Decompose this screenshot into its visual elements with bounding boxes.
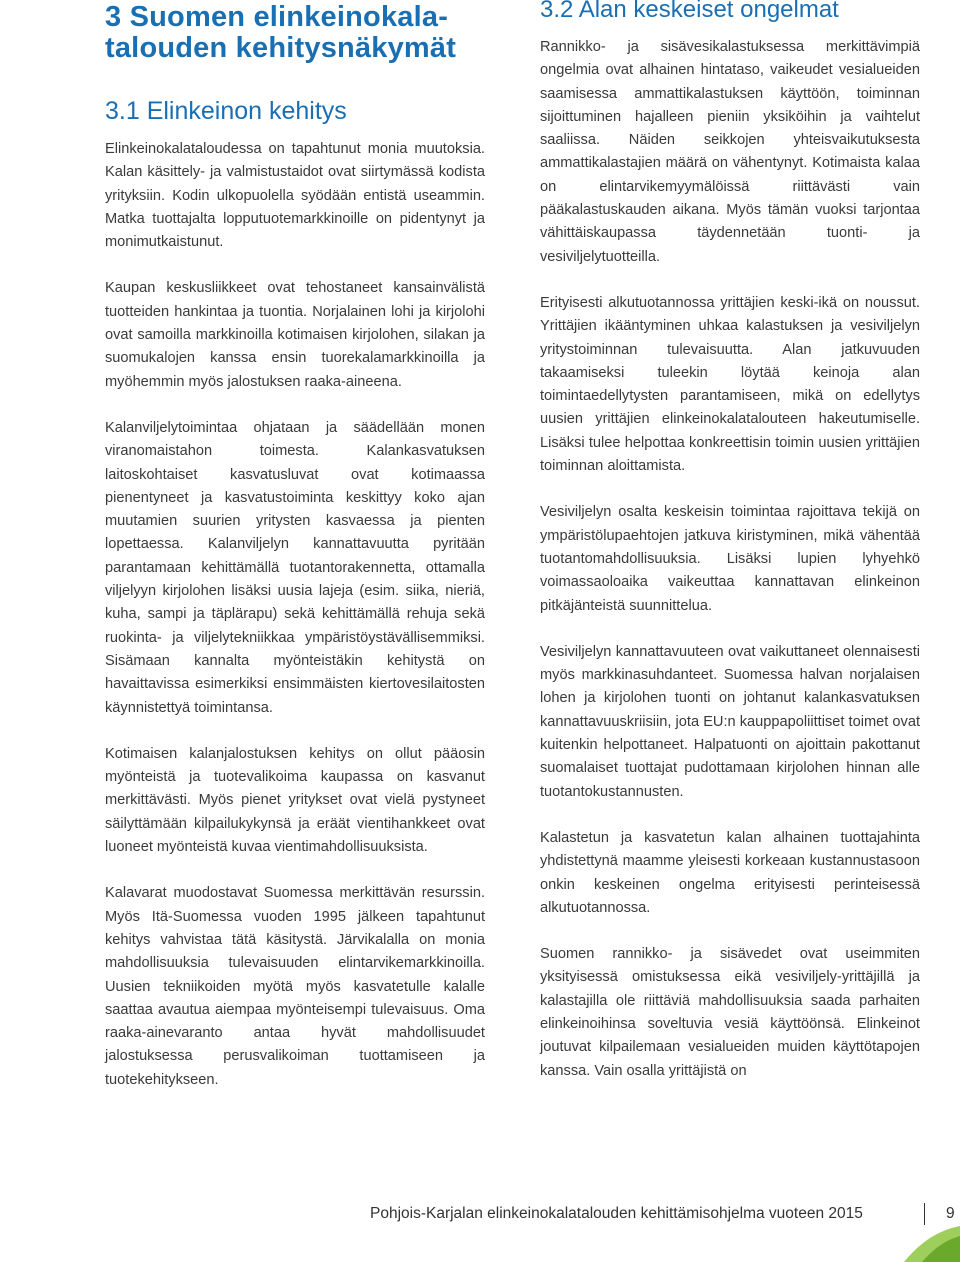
footer-title: Pohjois-Karjalan elinkeinokalatalouden kehittämisohjelma vuoteen 2015 [370,1205,863,1222]
section-title-3-1: 3.1 Elinkeinon kehitys [105,97,347,125]
right-paragraph: Rannikko- ja sisävesikalastuksessa merkittävimpiä ongelmia ovat alhainen hintataso, vaikeudet vesialueiden saamisessa ammattikalastuksen käyttöön, toiminnan sijoittuminen hajalleen pieniin yksiköihin ja vaihtelut saaliissa. Näiden seikkojen yhteisvaikutuksesta ammattikalastajien määrä on vähentynyt. Kotimaista kalaa on elintarvikemyymälöissä riittävästi vain pääkalastuskauden aikana. Myös tämän vuoksi tarjontaa vähittäiskaupassa täydennetään tuonti- ja vesiviljelytuotteilla. [540,39,920,265]
left-paragraph: Kalanviljelytoimintaa ohjataan ja säädellään monen viranomaistahon toimesta. Kalankasvatuksen laitoskohtaiset kasvatusluvat ovat kotimaassa pienentyneet ja kasvatustoiminta keskittyy koko ajan muutamien suurien yritysten kasvaessa ja pienten lopettaessa. Kalanviljelyn kannattavuutta pyritään parantamaan kehittämällä tuotantorakennetta, ottamalla viljelyyn kirjolohen lisäksi uusia lajeja (esim. siika, nieriä, kuha, sampi ja täplärapu) sekä kehittämällä rehuja sekä ruokinta- ja viljelytekniikkaa ympäristöystävällisemmiksi. Sisämaan kannalta myönteistäkin kehitystä on havaittavissa esimerkiksi ensimmäisten kiertovesilaitosten käynnistettyä toimintansa. [105,419,485,716]
right-paragraph: Erityisesti alkutuotannossa yrittäjien keski-ikä on noussut. Yrittäjien ikääntyminen uhkaa kalastuksen ja vesiviljelyn yritystoiminnan tulevaisuutta. Alan jatkuvuuden takaamiseksi tuleekin löytää keinoja alan toimintaedellytysten parantamiseen, mikä on edellytys uusien yrittäjien elinkeinokalatalouteen hakeutumiselle. Lisäksi tulee helpottaa konkreettisin toimin uusien yrittäjien toiminnan aloittamista. [540,294,920,475]
chapter-title: 3 Suomen elinkeinokalatalouden kehitysnäkymät [105,1,457,64]
left-column [105,0,485,1115]
section-title-3-2: 3.2 Alan keskeiset ongelmat [540,0,839,23]
page-number: 9 [946,1205,955,1222]
right-paragraph: Vesiviljelyn kannattavuuteen ovat vaikuttaneet olennaisesti myös markkinasuhdanteet. Suomessa halvan norjalaisen lohen ja kirjolohen tuonti on johtanut kalankasvatuksen kannattavuuskriisiin, jota EU:n kauppapoliittiset toimet ovat kuitenkin helpottaneet. Halpatuonti on ajoittain pakottanut suomalaiset tuottajat pudottamaan kirjolohen hinnan alle tuotantokustannusten. [540,643,920,800]
right-paragraph: Kalastetun ja kasvatetun kalan alhainen tuottajahinta yhdistettynä maamme yleisesti korkeaan kustannustasoon onkin keskeinen ongelma erityisesti perinteisessä alkutuotannossa. [540,829,920,916]
left-paragraph: Kotimaisen kalanjalostuksen kehitys on ollut pääosin myönteistä ja tuotevalikoima kaupassa on kasvanut merkittävästi. Myös pienet yritykset ovat vielä pystyneet säilyttämään kilpailukykynsä ja eräät vientihankkeet ovat luoneet myönteistä kuvaa vientimahdollisuuksista. [105,745,485,856]
right-column [540,0,920,1106]
left-paragraph: Kalavarat muodostavat Suomessa merkittävän resurssin. Myös Itä-Suomessa vuoden 1995 jälkeen tapahtunut kehitys vahvistaa tätä käsitystä. Järvikalalla on monia mahdollisuuksia tulevaisuuden elintarvikemarkkinoilla. Uusien tekniikoiden myötä myös kasvatetulle kalalle saattaa avautua aiempaa myönteisempi tulevaisuus. Oma raaka-ainevaranto antaa hyvät mahdollisuudet jalostuksessa perusvalikoiman tuottamiseen ja tuotekehitykseen. [105,885,485,1088]
right-paragraph: Vesiviljelyn osalta keskeisin toimintaa rajoittava tekijä on ympäristölupaehtojen jatkuva kiristyminen, mikä vähentää tuotantomahdollisuuksia. Lisäksi lupien lyhyehkö voimassaoloaika vaikeuttaa kannattavan elinkeinon pitkäjänteistä suunnittelua. [540,504,920,614]
corner-swoosh-decoration [900,1222,960,1262]
right-paragraph: Suomen rannikko- ja sisävedet ovat useimmiten yksityisessä omistuksessa eikä vesiviljely-yrittäjillä ja kalastajilla ole riittäviä mahdollisuuksia saada parhaiten elinkeinoihinsa soveltuvia vesiä käyttöönsä. Elinkeinot joutuvat kilpailemaan vesialueiden muiden käyttötapojen kanssa. Vain osalla yrittäjistä on [540,946,920,1079]
left-paragraph: Kaupan keskusliikkeet ovat tehostaneet kansainvälistä tuotteiden hankintaa ja tuontia. Norjalainen lohi ja kirjolohi ovat samoilla markkinoilla kotimaisen kirjolohen, silakan ja suomukalojen kanssa ensin tuorekalamarkkinoilla ja myöhemmin myös jalostuksen raaka-aineena. [105,280,485,390]
left-paragraph: Elinkeinokalataloudessa on tapahtunut monia muutoksia. Kalan käsittely- ja valmistustaidot ovat siirtymässä kodista yrityksiin. Kodin ulkopuolella syödään entistä useammin. Matka tuottajalta lopputuotemarkkinoille on pidentynyt ja monimutkaistunut. [105,141,485,251]
